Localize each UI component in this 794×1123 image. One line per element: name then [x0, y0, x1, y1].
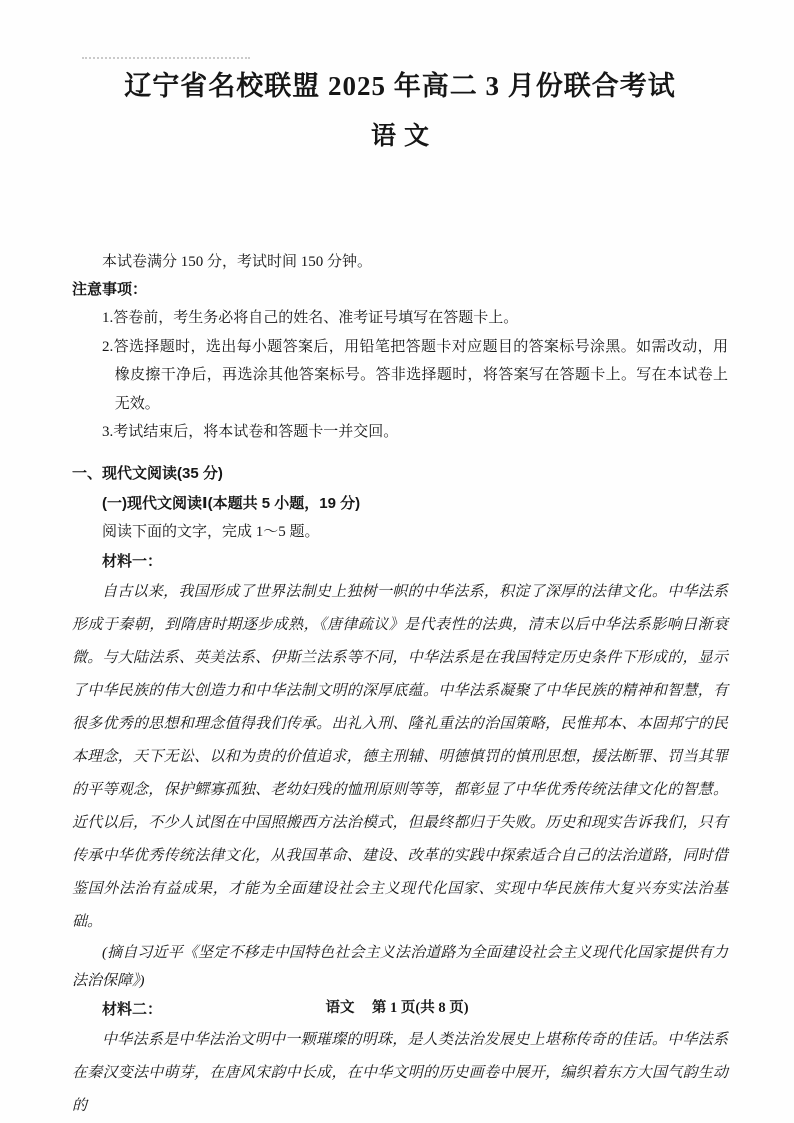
notice-section: [72, 276, 728, 447]
exam-info: 本试卷满分 150 分，考试时间 150 分钟。: [102, 254, 373, 270]
subsection-heading: (一)现代文阅读Ⅰ(本题共 5 小题，19 分): [102, 494, 361, 512]
material1-text: 自古以来，我国形成了世界法制史上独树一帜的中华法系，积淀了深厚的法律文化。中华法系形成于秦朝，到隋唐时期逐步成熟，《唐律疏议》是代表性的法典，清末以后中华法系影响日渐衰微。与大陆法系、英美法系、伊斯兰法系等不同，中华法系是在我国特定历史条件下形成的，显示了中华民族的伟大创造力和中华法制文明的深厚底蕴。中华法系凝聚了中华民族的精神和智慧，有很多优秀的思想和理念值得我们传承。出礼入刑、隆礼重法的治国策略，民惟邦本、本固邦宁的民本理念，天下无讼、以和为贵的价值追求，德主刑辅、明德慎罚的慎刑思想，援法断罪、罚当其罪的平等观念，保护鳏寡孤独、老幼妇残的恤刑原则等等，都彰显了中华优秀传统法律文化的智慧。近代以后，不少人试图在中国照搬西方法治模式，但最终都归于失败。历史和现实告诉我们，只有传承中华优秀传统法律文化，从我国革命、建设、改革的实践中探索适合自己的法治道路，同时借鉴国外法治有益成果，才能为全面建设社会主义现代化国家、实现中华民族伟大复兴夯实法治基础。: [72, 583, 728, 930]
notice-heading: 注意事项：: [72, 281, 148, 298]
exam-subject: 语文: [370, 123, 437, 150]
notice-item-2: 2.答选择题时，选出每小题答案后，用铅笔把答题卡对应题目的答案标号涂黑。如需改动，用橡皮擦干净后，再选涂其他答案标号。答非选择题时，将答案写在答题卡上。写在本试卷上无效。: [102, 338, 728, 412]
section-heading: 一、现代文阅读(35 分): [72, 464, 223, 482]
reading-instruction: 阅读下面的文字，完成 1～5 题。: [102, 523, 320, 540]
material2-label: 材料二：: [102, 1000, 163, 1018]
scan-artifact: [82, 57, 250, 59]
material2-text: 中华法系是中华法治文明中一颗璀璨的明珠，是人类法治发展史上堪称传奇的佳话。中华法系在秦汉变法中萌芽，在唐风宋韵中长成，在中华文明的历史画卷中展开，编织着东方大国气韵生动的: [72, 1031, 728, 1114]
page-footer: [0, 996, 794, 1017]
footer-page-number: 第 1 页(共 8 页): [371, 1000, 469, 1016]
footer-subject: 语文: [325, 1000, 355, 1016]
material1-source: (摘自习近平《坚定不移走中国特色社会主义法治道路为全面建设社会主义现代化国家提供有力法治保障》): [72, 944, 728, 989]
notice-item-3: 3.考试结束后，将本试卷和答题卡一并交回。: [102, 424, 399, 440]
notice-item-1: 1.答卷前，考生务必将自己的姓名、准考证号填写在答题卡上。: [102, 310, 519, 326]
exam-title: 辽宁省名校联盟 2025 年高二 3 月份联合考试: [124, 71, 676, 101]
reading-section: [72, 459, 728, 1123]
material1-label: 材料一：: [102, 552, 163, 570]
